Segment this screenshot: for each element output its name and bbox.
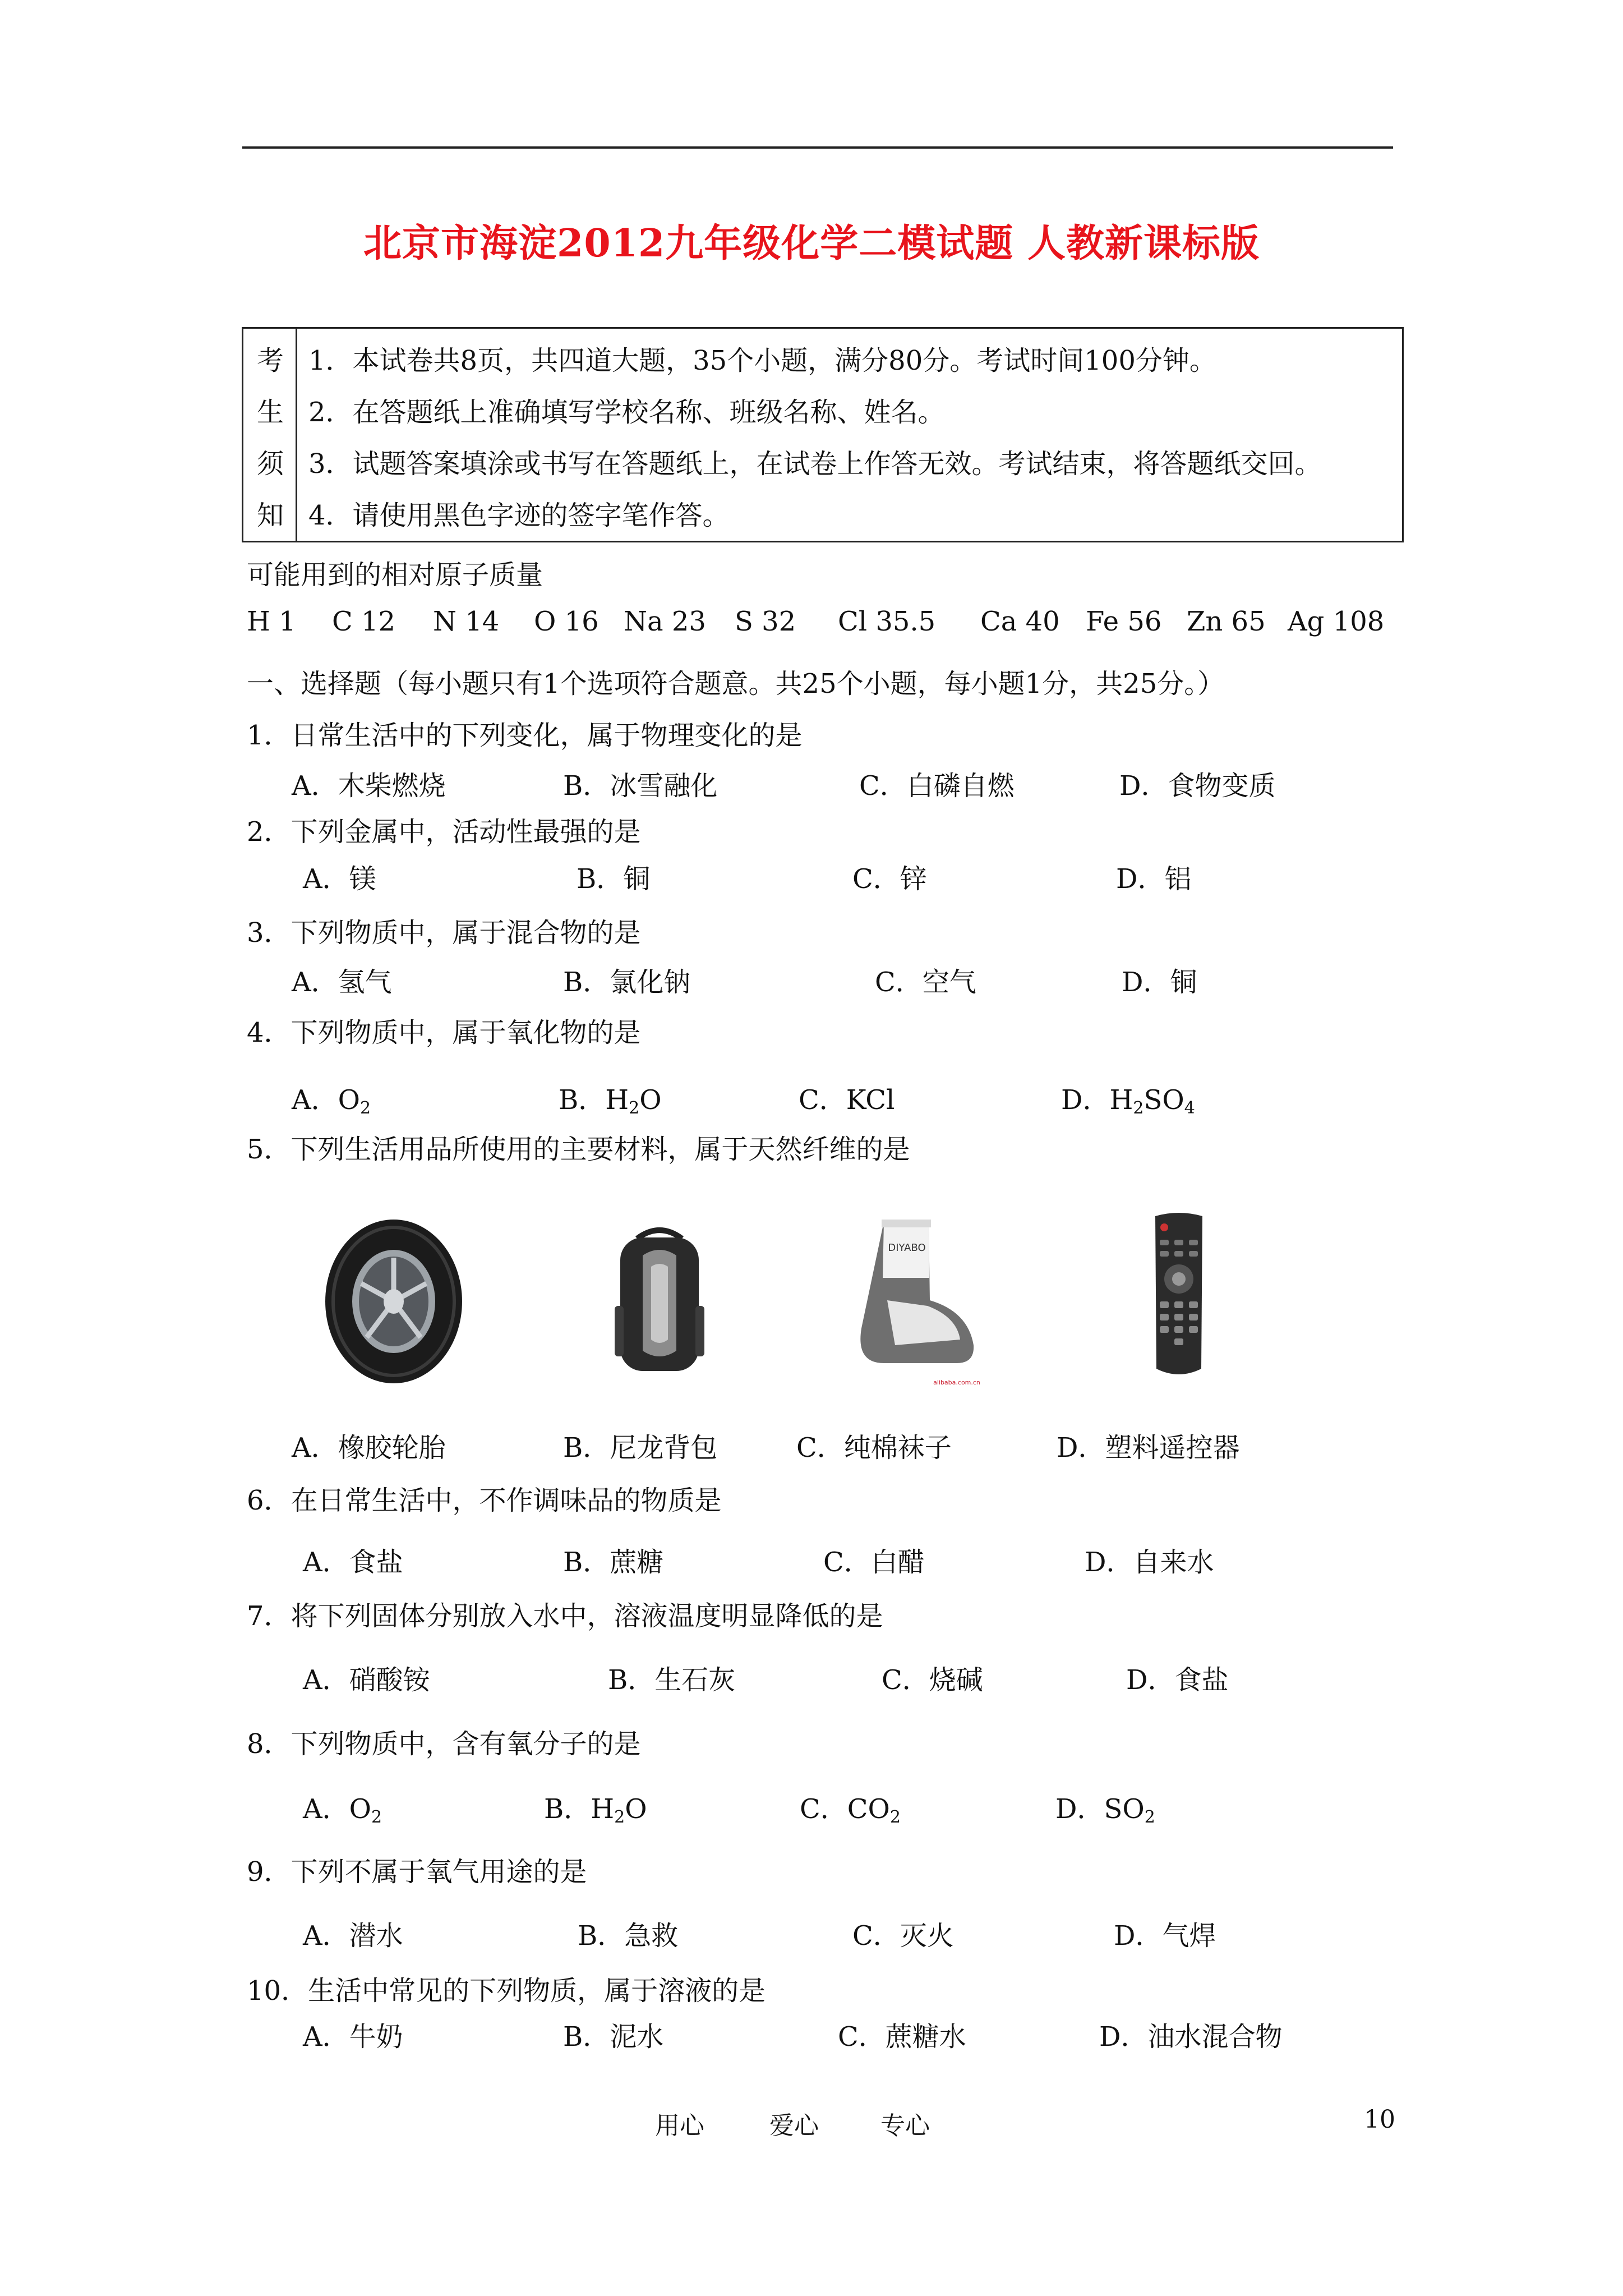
- header-rule: [242, 146, 1393, 149]
- option-c: C．灭火: [852, 1920, 954, 1952]
- question-stem: 8．下列物质中，含有氧分子的是: [247, 1728, 641, 1760]
- notice-label-char: 须: [256, 448, 284, 480]
- option-b: B．蔗糖: [563, 1547, 664, 1578]
- atomic-mass-title: 可能用到的相对原子质量: [247, 559, 543, 591]
- exam-title: 北京市海淀2012九年级化学二模试题 人教新课标版: [363, 221, 1260, 266]
- option-b: B．急救: [578, 1920, 679, 1952]
- option-d: D．$H_2SO_4$: [1061, 1084, 1195, 1118]
- section-heading: 一、选择题（每小题只有1个选项符合题意。共25个小题，每小题1分，共25分。）: [247, 668, 1225, 700]
- option-b: B．$H_2O$: [559, 1084, 662, 1118]
- option-a: A．$O_2$: [292, 1084, 371, 1118]
- option-d: D．自来水: [1085, 1547, 1214, 1578]
- atomic-mass: Ca 40: [980, 606, 1060, 637]
- notice-label-char: 生: [256, 397, 284, 428]
- option-b: B．生石灰: [608, 1664, 736, 1696]
- plastic-remote-image: [1147, 1212, 1210, 1380]
- option-b: B．$H_2O$: [544, 1793, 647, 1827]
- option-d: D．食物变质: [1119, 770, 1276, 802]
- sock-watermark: alibaba.com.cn: [933, 1379, 980, 1386]
- option-b: B．尼龙背包: [563, 1432, 718, 1464]
- option-d: D．铜: [1122, 967, 1197, 998]
- option-d: D．油水混合物: [1099, 2021, 1283, 2053]
- notice-label: [243, 329, 297, 541]
- notice-item: 4．请使用黑色字迹的签字笔作答。: [308, 500, 730, 531]
- footer-word: 爱心: [769, 2111, 819, 2140]
- option-a: A．牛奶: [303, 2021, 403, 2053]
- question-stem: 2．下列金属中，活动性最强的是: [247, 816, 641, 848]
- option-c: C．纯棉袜子: [796, 1432, 952, 1464]
- option-c: C．KCl: [799, 1084, 895, 1116]
- nylon-backpack-image: [603, 1222, 716, 1374]
- atomic-mass: Zn 65: [1187, 606, 1266, 637]
- option-c: C．空气: [875, 967, 976, 998]
- question-stem: 3．下列物质中，属于混合物的是: [247, 917, 641, 949]
- option-d: D．气焊: [1114, 1920, 1216, 1952]
- option-a: A．镁: [303, 863, 376, 895]
- option-d: D．铝: [1116, 863, 1192, 895]
- notice-item: 1．本试卷共8页，共四道大题，35个小题，满分80分。考试时间100分钟。: [308, 345, 1216, 376]
- notice-item: 3．试题答案填涂或书写在答题纸上，在试卷上作答无效。考试结束，将答题纸交回。: [308, 448, 1322, 480]
- option-d: D．塑料遥控器: [1057, 1432, 1240, 1464]
- footer-word: 专心: [880, 2111, 930, 2140]
- option-a: A．潜水: [303, 1920, 403, 1952]
- atomic-mass: S 32: [735, 606, 796, 637]
- option-a: A．硝酸铵: [303, 1664, 430, 1696]
- question-stem: 4．下列物质中，属于氧化物的是: [247, 1017, 641, 1048]
- option-c: C．烧碱: [882, 1664, 983, 1696]
- notice-label-char: 考: [256, 345, 284, 376]
- option-b: B．冰雪融化: [563, 770, 718, 802]
- atomic-mass: Fe 56: [1086, 606, 1162, 637]
- atomic-mass: N 14: [433, 606, 500, 637]
- option-d: D．$SO_2$: [1055, 1793, 1155, 1827]
- rubber-tire-image: [322, 1217, 465, 1386]
- option-b: B．氯化钠: [563, 967, 691, 998]
- question-stem: 6．在日常生活中，不作调味品的物质是: [247, 1485, 722, 1516]
- atomic-mass: C 12: [332, 606, 396, 637]
- option-c: C．蔗糖水: [838, 2021, 966, 2053]
- option-a: A．橡胶轮胎: [292, 1432, 446, 1464]
- option-a: A．氢气: [292, 967, 392, 998]
- cotton-sock-image: [833, 1216, 984, 1390]
- question-stem: 5．下列生活用品所使用的主要材料，属于天然纤维的是: [247, 1134, 910, 1165]
- atomic-mass: Ag 108: [1288, 606, 1385, 637]
- option-d: D．食盐: [1126, 1664, 1229, 1696]
- option-a: A．食盐: [303, 1547, 403, 1578]
- option-b: B．铜: [577, 863, 651, 895]
- question-stem: 7．将下列固体分别放入水中，溶液温度明显降低的是: [247, 1600, 883, 1632]
- option-c: C．白醋: [823, 1547, 925, 1578]
- atomic-mass: H 1: [247, 606, 296, 637]
- page-number: 10: [1364, 2105, 1395, 2134]
- sock-brand-text: DIYABO: [888, 1242, 926, 1254]
- option-a: A．木柴燃烧: [292, 770, 446, 802]
- question-stem: 9．下列不属于氧气用途的是: [247, 1856, 587, 1888]
- candidate-notice-box: [242, 327, 1404, 542]
- footer-word: 用心: [655, 2111, 704, 2140]
- notice-label-char: 知: [256, 500, 284, 531]
- option-b: B．泥水: [563, 2021, 664, 2053]
- option-c: C．锌: [852, 863, 927, 895]
- question-stem: 1．日常生活中的下列变化，属于物理变化的是: [247, 720, 803, 751]
- notice-item: 2．在答题纸上准确填写学校名称、班级名称、姓名。: [308, 397, 945, 428]
- option-c: C．$CO_2$: [800, 1793, 901, 1827]
- atomic-mass: O 16: [534, 606, 599, 637]
- question-stem: 10．生活中常见的下列物质，属于溶液的是: [247, 1975, 766, 2007]
- option-c: C．白磷自燃: [859, 770, 1015, 802]
- atomic-mass: Cl 35.5: [838, 606, 936, 637]
- atomic-mass: Na 23: [624, 606, 706, 637]
- option-a: A．$O_2$: [303, 1793, 382, 1827]
